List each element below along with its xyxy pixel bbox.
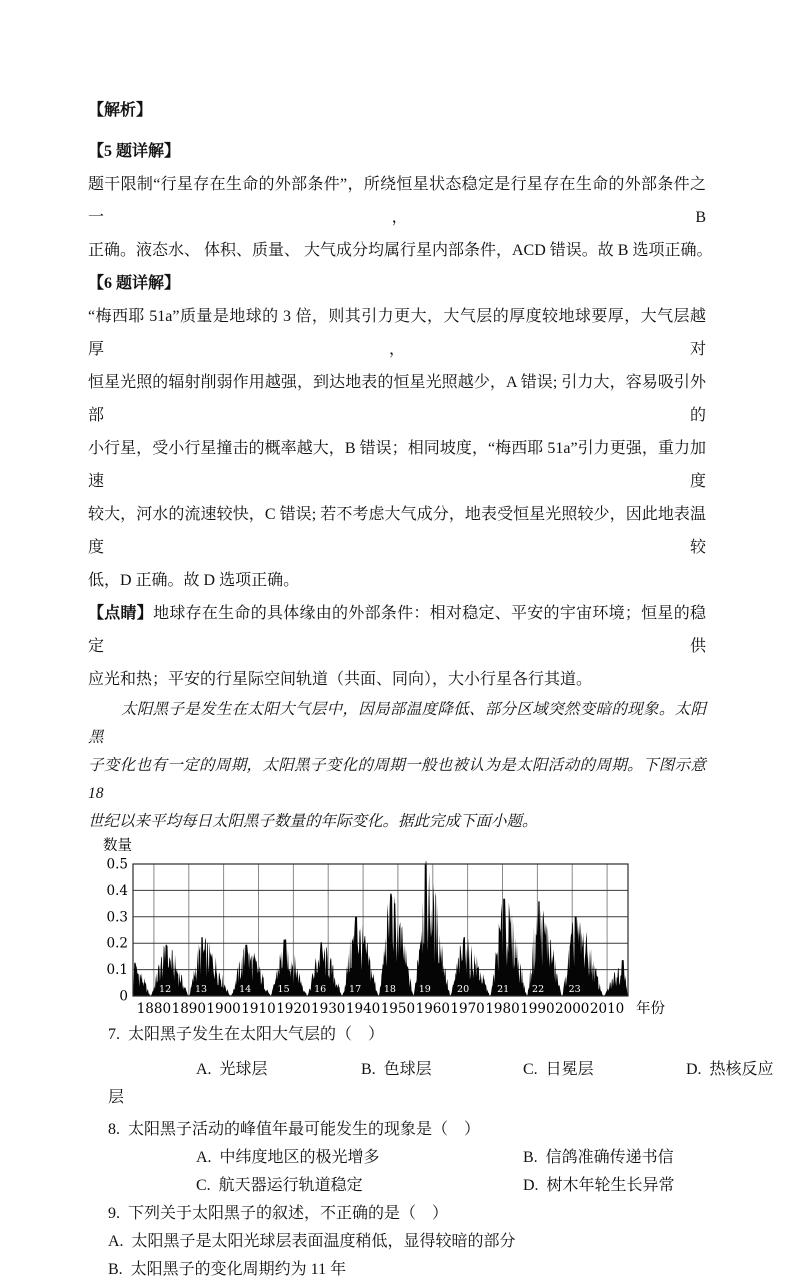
svg-text:年份: 年份 — [636, 1001, 665, 1017]
svg-text:18: 18 — [383, 984, 396, 995]
svg-text:数量: 数量 — [103, 838, 132, 854]
q9-option-b: B. 太阳黑子的变化周期约为 11 年 — [108, 1261, 347, 1278]
sunspot-number-chart — [88, 836, 728, 1021]
svg-text:20: 20 — [457, 984, 470, 995]
svg-text:2000: 2000 — [555, 1001, 590, 1017]
svg-text:1940: 1940 — [345, 1001, 381, 1017]
q6-explanation-line: 较大，河水的流速较快，C 错误; 若不考虑大气成分，地表受恒星光照较少，因此地表温度较 — [88, 506, 706, 556]
svg-text:0: 0 — [119, 988, 128, 1005]
q7-option-a: A. 光球层 — [196, 1061, 268, 1078]
q5-explanation-line: 正确。液态水、 体积、质量、 大气成分均属行星内部条件，ACD 错误。故 B 选项正确。 — [88, 242, 713, 259]
sunspot-chart-container — [88, 836, 734, 1021]
q5-explanation-line: 题干限制“行星存在生命的外部条件”，所绕恒星状态稳定是行星存在生命的外部条件之一，B — [88, 176, 706, 226]
svg-text:12: 12 — [159, 984, 172, 995]
sunspot-intro-line: 太阳黑子是发生在太阳大气层中，因局部温度降低、部分区域突然变暗的现象。太阳黑 — [88, 701, 706, 746]
svg-text:1930: 1930 — [311, 1001, 346, 1017]
svg-text:22: 22 — [532, 984, 545, 995]
q7-option-c: C. 日冕层 — [523, 1061, 594, 1078]
svg-text:17: 17 — [349, 984, 362, 995]
svg-text:0.2: 0.2 — [106, 935, 128, 952]
q8-option-d: D. 树木年轮生长异常 — [523, 1177, 675, 1194]
question-8-options-row1 — [88, 1144, 734, 1172]
svg-text:1990: 1990 — [520, 1001, 555, 1017]
q8-option-b: B. 信鸽准确传递书信 — [523, 1149, 674, 1166]
question-8-options-row2 — [88, 1172, 734, 1200]
svg-text:1890: 1890 — [171, 1001, 206, 1017]
svg-text:16: 16 — [314, 984, 327, 995]
question-9: 9. 下列关于太阳黑子的叙述，不正确的是（ ） — [108, 1205, 449, 1222]
svg-text:1950: 1950 — [380, 1001, 416, 1017]
q5-explanation-heading: 【5 题详解】 — [88, 143, 181, 160]
svg-text:1880: 1880 — [136, 1001, 172, 1017]
svg-text:19: 19 — [418, 984, 431, 995]
svg-text:0.5: 0.5 — [106, 856, 128, 873]
svg-text:0.3: 0.3 — [106, 909, 128, 926]
key-point-text: 地球存在生命的具体缘由的外部条件：相对稳定、平安的宇宙环境；恒星的稳定供 — [88, 605, 706, 655]
svg-text:21: 21 — [497, 984, 510, 995]
q8-option-c: C. 航天器运行轨道稳定 — [196, 1177, 363, 1194]
q9-option-a: A. 太阳黑子是太阳光球层表面温度稍低，显得较暗的部分 — [108, 1233, 516, 1250]
sunspot-intro-line: 子变化也有一定的周期，太阳黑子变化的周期一般也被认为是太阳活动的周期。下图示意 18 — [88, 757, 706, 802]
question-8: 8. 太阳黑子活动的峰值年最可能发生的现象是（ ） — [108, 1121, 481, 1138]
question-7-options — [88, 1056, 774, 1084]
svg-text:1960: 1960 — [415, 1001, 450, 1017]
question-7: 7. 太阳黑子发生在太阳大气层的（ ） — [108, 1026, 385, 1043]
q6-explanation-line: 小行星，受小行星撞击的概率越大，B 错误；相同坡度，“梅西耶 51a”引力更强，重力加速度 — [88, 440, 706, 490]
q7-option-d: D. 热核反应 — [686, 1061, 774, 1078]
q8-option-a: A. 中纬度地区的极光增多 — [196, 1149, 380, 1166]
svg-text:1910: 1910 — [241, 1001, 276, 1017]
svg-text:1970: 1970 — [450, 1001, 485, 1017]
svg-text:13: 13 — [194, 984, 208, 995]
svg-text:1980: 1980 — [485, 1001, 520, 1017]
q6-explanation-line: 低，D 正确。故 D 选项正确。 — [88, 572, 300, 589]
svg-text:0.4: 0.4 — [106, 882, 128, 899]
svg-text:23: 23 — [568, 984, 581, 995]
sunspot-intro-line: 世纪以来平均每日太阳黑子数量的年际变化。据此完成下面小题。 — [88, 813, 538, 830]
q6-explanation-heading: 【6 题详解】 — [88, 275, 181, 292]
q7-option-b: B. 色球层 — [361, 1061, 432, 1078]
svg-text:15: 15 — [277, 984, 290, 995]
key-point-line: 应光和热；平安的行星际空间轨道（共面、同向），大小行星各行其道。 — [88, 671, 593, 688]
q7-option-d-overflow: 层 — [108, 1089, 125, 1106]
q6-explanation-line: “梅西耶 51a”质量是地球的 3 倍，则其引力更大，大气层的厚度较地球要厚，大气层越厚，对 — [88, 308, 706, 358]
svg-text:14: 14 — [239, 984, 252, 995]
svg-text:0.1: 0.1 — [106, 962, 128, 979]
q6-explanation-line: 恒星光照的辐射削弱作用越强，到达地表的恒星光照越少，A 错误; 引力大，容易吸引外部的 — [88, 374, 706, 424]
svg-text:1900: 1900 — [206, 1001, 241, 1017]
svg-text:1920: 1920 — [276, 1001, 311, 1017]
key-point-line — [88, 597, 706, 663]
key-point-label: 【点睛】 — [88, 605, 154, 622]
analysis-heading: 【解析】 — [88, 102, 153, 119]
svg-text:2010: 2010 — [589, 1001, 625, 1017]
